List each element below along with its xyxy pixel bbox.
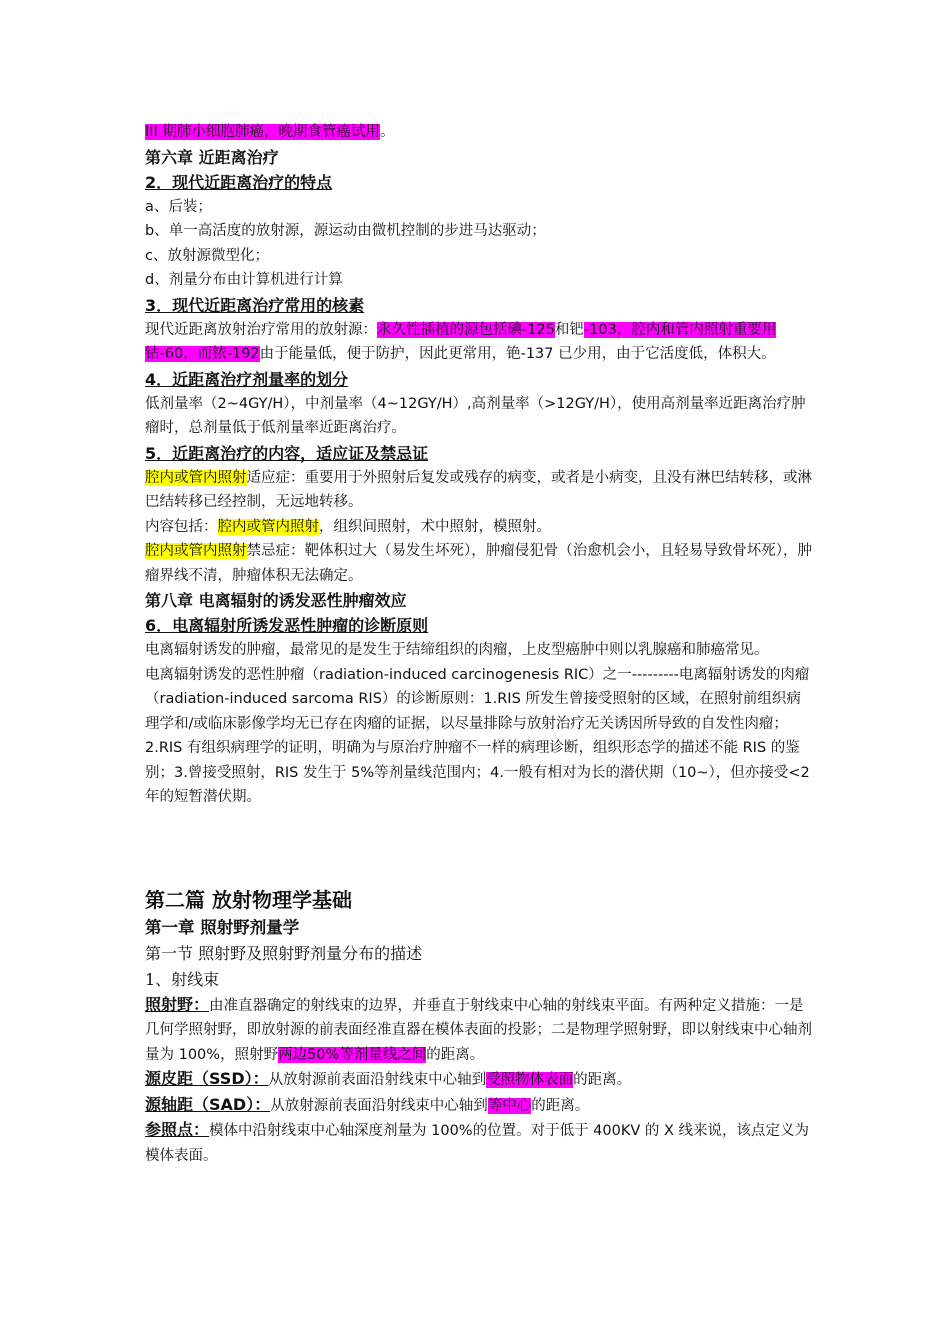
section-heading-5: 5．近距离治疗的内容，适应证及禁忌证 [145, 443, 429, 463]
term-label: 源皮距（SSD）： [145, 1069, 269, 1088]
definition-field: 照射野：由准直器确定的射线束的边界，并垂直于射线束中心轴的射线束平面。有两种定义措施：一是几何学照射野，即放射源的前表面经准直器在模体表面的投影；二是物理学照射野，即以射线束中心轴剂量为 100%，照射野两边50%等剂量线之间的距离。 [145, 994, 812, 1063]
spacer [145, 810, 815, 885]
paragraph-line0: III 期肺小细胞肺癌，晚期食管癌试用。 [145, 124, 395, 140]
paragraph-contents: 内容包括：腔内或管内照射，组织间照射，术中照射，模照射。 [145, 518, 551, 535]
section-heading-4: 4．近距离治疗剂量率的划分 [145, 369, 349, 389]
paragraph-indications: 腔内或管内照射适应症：重要用于外照射后复发或残存的病变，或者是小病变，且没有淋巴结转移，或淋巴结转移已经控制，无远地转移。 [145, 469, 812, 510]
section-heading-6: 6．电离辐射所诱发恶性肿瘤的诊断原则 [145, 616, 429, 635]
highlight-magenta: 50% [307, 1046, 340, 1063]
paragraph-contraindications: 腔内或管内照射禁忌症：靶体积过大（易发生坏死），肿瘤侵犯骨（治愈机会小，且轻易导致骨坏死），肿瘤界线不清，肿瘤体积无法确定。 [145, 543, 812, 584]
chapter-heading-6: 第六章 近距离治疗 [145, 147, 279, 167]
list-item-a: a、后装； [145, 198, 212, 215]
section-title-1: 第一节 照射野及照射野剂量分布的描述 [145, 943, 423, 963]
term-label: 照射野： [145, 994, 210, 1014]
chapter-heading-1: 第一章 照射野剂量学 [145, 917, 300, 937]
paragraph-dose-rate: 低剂量率（2~4GY/H），中剂量率（4~12GY/H）,高剂量率（>12GY/H），使用高剂量率近距离治疗肿瘤时，总剂量低于低剂量率近距离治疗。 [145, 395, 806, 436]
item-title-1: 1、射线束 [145, 969, 220, 989]
highlight-magenta: III 期肺小细胞肺癌，晚期食管癌试用 [145, 124, 380, 140]
highlight-magenta: 永久性插植的源包括碘-125 [377, 321, 555, 338]
chapter-heading-8: 第八章 电离辐射的诱发恶性肿瘤效应 [145, 591, 407, 610]
list-item-b: b、单一高活度的放射源，源运动由微机控制的步进马达驱动； [145, 223, 546, 239]
document-page [145, 120, 815, 1168]
section-heading-3: 3．现代近距离治疗常用的核素 [145, 295, 365, 315]
definition-ssd: 源皮距（SSD）：从放射源前表面沿射线束中心轴到受照物体表面的距离。 [145, 1069, 632, 1088]
highlight-magenta: 受照物体表面 [486, 1072, 574, 1088]
list-item-c: c、放射源微型化； [145, 247, 269, 264]
section-heading-2: 2．现代近距离治疗的特点 [145, 172, 333, 192]
paragraph-ris-criteria: 电离辐射诱发的恶性肿瘤（radiation-induced carcinogenesis RIC）之一---------电离辐射诱发的肉瘤（radiation-induced sarcoma RIS）的诊断原则：1.RIS 所发生曾接受照射的区域，在照射前组织病理学和/或临床影像学均无已存在肉瘤的证据，以尽量排除与放射治疗无关诱因所导致的自发性肉瘤；2.RIS 有组织病理学的证明，明确为与原治疗肿瘤不一样的病理诊断，组织形态学的描述不能 RIS 的鉴别；3.曾接受照射，RIS 发生于 5%等剂量线范围内；4.一般有相对为长的潜伏期（10~），但亦接受<2 年的短暂潜伏期。 [145, 666, 810, 805]
term-label: 参照点： [145, 1120, 210, 1139]
highlight-yellow: 腔内或管内照射 [217, 518, 319, 535]
list-item-d: d、剂量分布由计算机进行计算 [145, 272, 343, 288]
highlight-yellow: 腔内或管内照射 [145, 543, 247, 559]
part-heading-2: 第二篇 放射物理学基础 [145, 887, 352, 912]
term-label: 源轴距（SAD）： [145, 1094, 271, 1114]
definition-sad: 源轴距（SAD）：从放射源前表面沿射线束中心轴到等中心的距离。 [145, 1094, 590, 1114]
highlight-magenta: 两边 [278, 1046, 308, 1063]
definition-reference-point: 参照点：模体中沿射线束中心轴深度剂量为 100%的位置。对于低于 400KV 的 X 线来说，该点定义为模体表面。 [145, 1120, 810, 1164]
highlight-magenta: 等中心 [487, 1097, 532, 1114]
paragraph-nuclides: 现代近距离放射治疗常用的放射源：永久性插植的源包括碘-125和钯-103，腔内和管内照射重要用钴-60，而铱-192由于能量低，便于防护，因此更常用，铯-137 已少用，由于它活度低，体积大。 [145, 321, 777, 362]
highlight-magenta: 等剂量线之间 [339, 1046, 427, 1063]
highlight-yellow: 腔内或管内照射 [145, 469, 247, 486]
paragraph-tumors: 电离辐射诱发的肿瘤，最常见的是发生于结缔组织的肉瘤，上皮型癌肿中则以乳腺癌和肺癌常见。 [145, 642, 769, 658]
highlight-magenta: -103，腔内和管内照射重要用钴-60，而铱-192 [145, 321, 777, 362]
